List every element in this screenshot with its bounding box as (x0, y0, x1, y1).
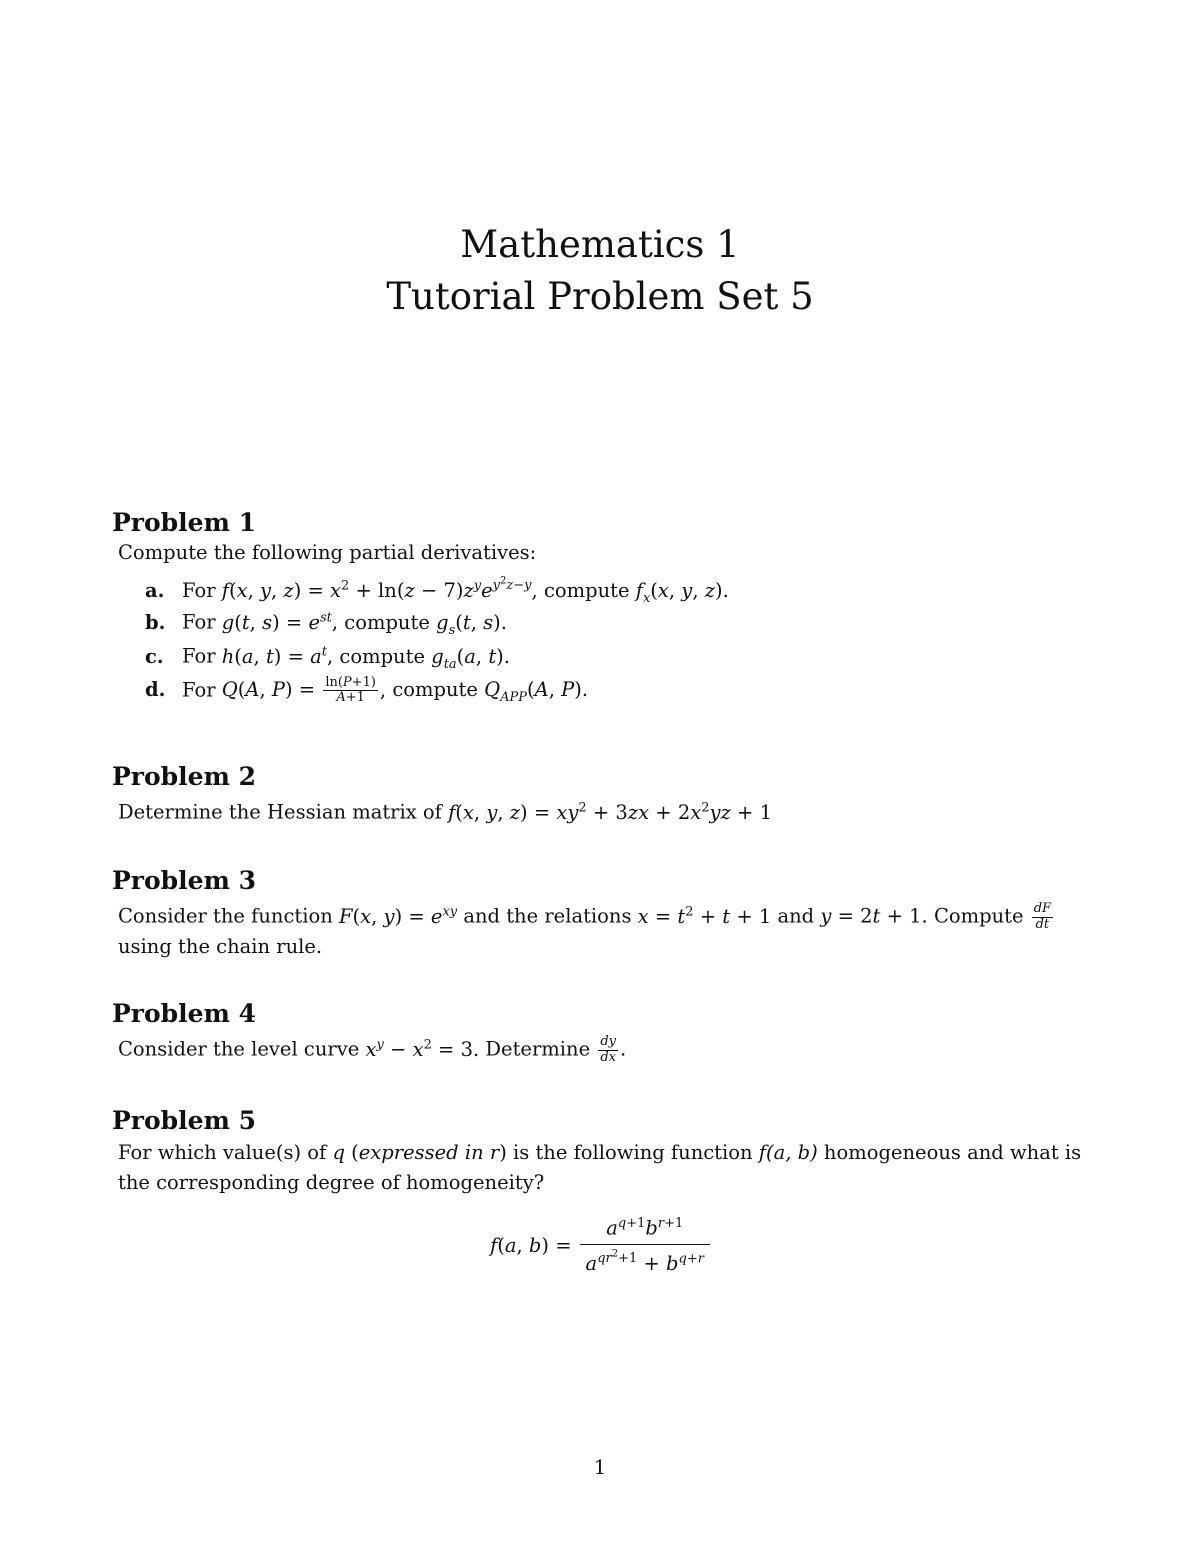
math-expression: y = 2t + 1. (820, 904, 928, 928)
display-formula: f(a, b) = $a^{q+1}b^{r+1}$ $a^{qr^2+1} + b^{q+r}$ (0, 1212, 1200, 1278)
fraction: $\frac{dF}{dt}$ (1033, 901, 1052, 932)
document-title: Mathematics 1 (460, 223, 740, 266)
problem-4-heading: Problem 4 (112, 999, 257, 1028)
math-expression: F(x, $y) = e^{xy}$ (338, 904, 458, 928)
math-expression: h(a, $t) = a^t$ (221, 644, 328, 668)
item-label: c. (145, 644, 164, 668)
problem-1-item-a: a. For f(x, y, $z) = x^2 + \ln(z - 7)z^ye^{y^2z-y}$, compute $f_x(x$, y, z). (145, 576, 729, 606)
math-expression: $x^y - x^2 = 3$. (365, 1037, 480, 1061)
item-task: compute $g_s(t$, s). (344, 610, 507, 638)
problem-1-item-c: c. For h(a, $t) = a^t$, compute $g_{ta}(a$, t). (145, 644, 510, 672)
item-label: a. (145, 578, 165, 602)
problem-4-text: Consider the level curve $x^y - x^2 = 3$. Determine $\frac{dy}{dx}$ . (118, 1034, 627, 1065)
problem-2-heading: Problem 2 (112, 762, 257, 791)
math-expression: f(x, y, $z) = xy^2 + 3zx + 2x^2yz + 1$ (448, 800, 772, 824)
problem-1-item-d: d. For Q(A, P) = $\frac{\ln(P+1)}{A+1}$ , compute $Q_{APP}(A$, P). (145, 675, 589, 706)
problem-3-text: Consider the function F(x, $y) = e^{xy}$ and the relations $x = t^2 + t + 1$ and y = 2t + 1. Compute $\frac{dF}{dt}$ using the chain rule. (118, 901, 1052, 958)
problem-3-heading: Problem 3 (112, 866, 257, 895)
problem-1-item-b: b. For g(t, $s) = e^{st}$, compute $g_s(t$, s). (145, 610, 507, 638)
math-expression: f(x, y, $z) = x^2 + \ln(z - 7)z^ye^{y^2z-y}$ (221, 576, 532, 602)
problem-5-text: For which value(s) of q (expressed in r) is the following function f(a, b) homogeneous and what is the corresponding degree of homogeneity? (118, 1141, 1082, 1194)
item-label: d. (145, 678, 166, 702)
fraction: $\frac{dy}{dx}$ (600, 1034, 616, 1065)
item-label: b. (145, 610, 166, 634)
problem-2-text: Determine the Hessian matrix of f(x, y, $z) = xy^2 + 3zx + 2x^2yz + 1$ (118, 800, 772, 824)
math-expression: $x = t^2 + t + 1$ (637, 904, 772, 928)
item-task: compute $f_x(x$, y, z). (543, 578, 729, 606)
problem-1-intro: Compute the following partial derivatives: (118, 541, 537, 564)
math-expression: g(t, $s) = e^{st}$ (221, 610, 332, 634)
page-number: 1 (593, 1456, 607, 1479)
math-expression: Q(A, P) = $\frac{\ln(P+1)}{A+1}$ (221, 675, 376, 706)
fraction: $a^{q+1}b^{r+1}$ $a^{qr^2+1} + b^{q+r}$ (580, 1212, 710, 1278)
item-task: compute $g_{ta}(a$, t). (339, 644, 510, 672)
problem-1-heading: Problem 1 (112, 508, 257, 537)
item-task: compute $Q_{APP}(A$, P). (392, 678, 589, 706)
fraction: $\frac{\ln(P+1)}{A+1}$ (325, 675, 376, 706)
document-subtitle: Tutorial Problem Set 5 (386, 275, 814, 318)
problem-5-heading: Problem 5 (112, 1106, 257, 1135)
